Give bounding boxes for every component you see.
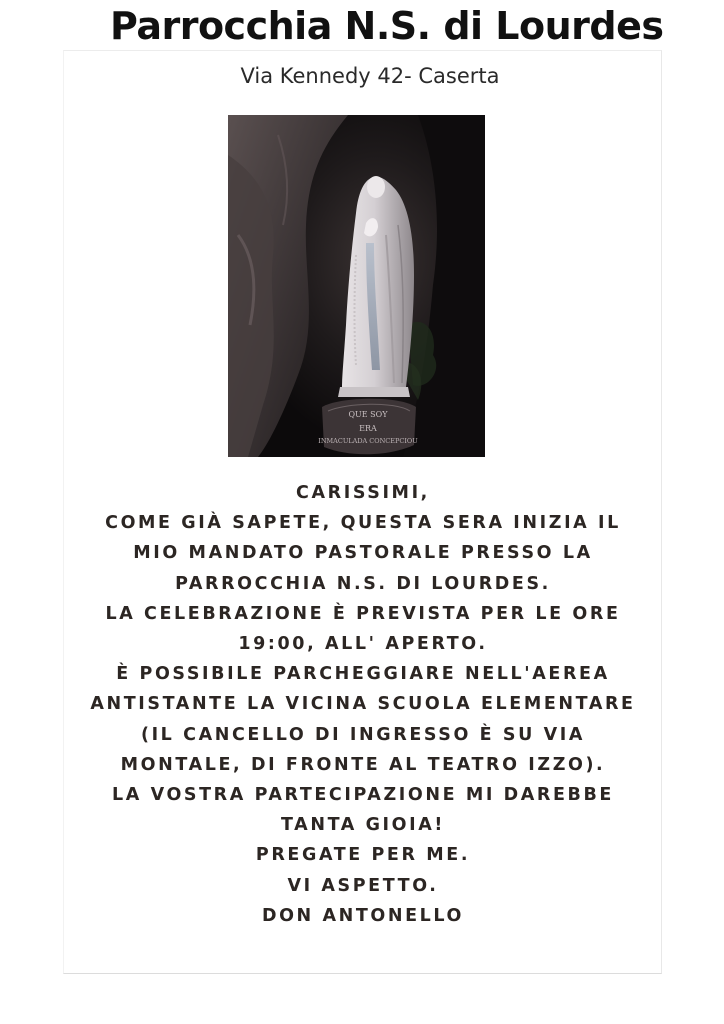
message-line: 19:00, ALL' APERTO. [238, 634, 488, 655]
message-line: MONTALE, DI FRONTE AL TEATRO IZZO). [120, 754, 606, 775]
message-line: LA VOSTRA PARTECIPAZIONE MI DAREBBE [112, 785, 614, 806]
message-line: VI ASPETTO. [287, 875, 439, 896]
inscription-line-3: INMACULADA CONCEPCIOU [318, 437, 418, 445]
signature: DON ANTONELLO [261, 905, 465, 926]
message-line: TANTA GIOIA! [281, 815, 445, 836]
message-line: LA CELEBRAZIONE È PREVISTA PER LE ORE [105, 603, 621, 624]
message-line: È POSSIBILE PARCHEGGIARE NELL'AEREA [116, 664, 610, 685]
message-line: COME GIÀ SAPETE, QUESTA SERA INIZIA IL [105, 513, 621, 534]
message-line: PARROCCHIA N.S. DI LOURDES. [175, 573, 551, 594]
statue-grotto-photo [228, 115, 485, 457]
parish-address: Via Kennedy 42- Caserta [240, 64, 500, 88]
message-line: MIO MANDATO PASTORALE PRESSO LA [133, 543, 593, 564]
inscription-line-1: QUE SOY [348, 410, 388, 419]
message-line: ANTISTANTE LA VICINA SCUOLA ELEMENTARE [90, 694, 636, 715]
parish-title: Parrocchia N.S. di Lourdes [110, 4, 664, 48]
message-line: PREGATE PER ME. [255, 845, 471, 866]
message-line: CARISSIMI, [296, 483, 430, 503]
message-line: (IL CANCELLO DI INGRESSO È SU VIA [140, 724, 586, 745]
pedestal-plaque [318, 399, 418, 455]
inscription-line-2: ERA [359, 424, 377, 433]
announcement-message [63, 478, 663, 931]
